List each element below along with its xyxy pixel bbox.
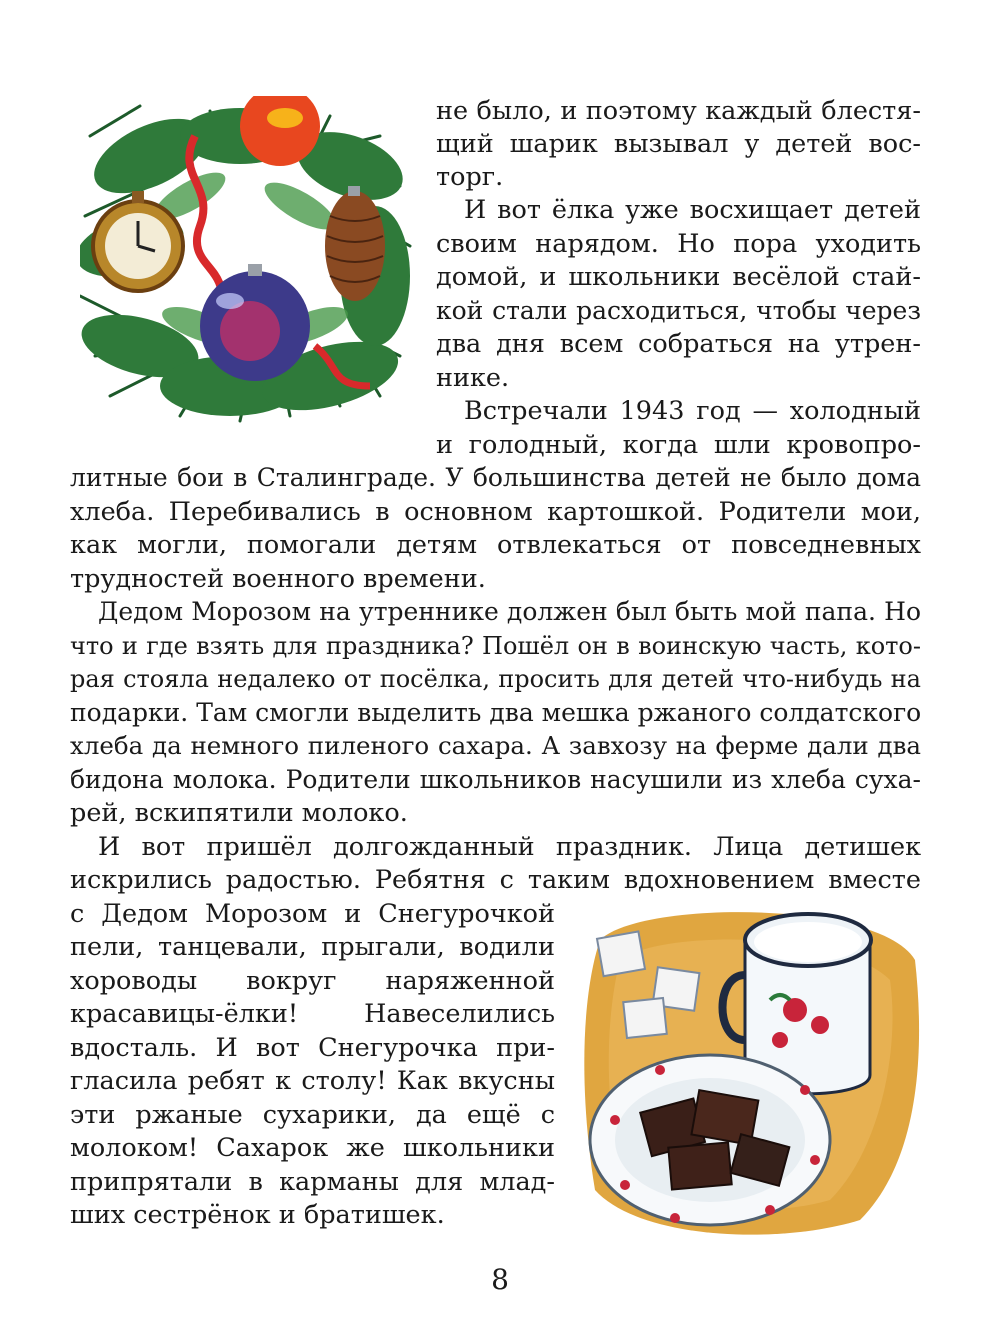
text-line: бидона молока. Родители школьников насушили из хлеба суха- bbox=[70, 765, 921, 794]
text-line: как могли, помогали детям отвлекаться от повседневных bbox=[70, 530, 921, 560]
text-line: рей, вскипятили молоко. bbox=[70, 798, 408, 828]
text-line: хлеба. Перебивались в основном картошкой. Родители мои, bbox=[70, 497, 921, 527]
text-line: красавицы-ёлки! Навеселились bbox=[70, 999, 555, 1029]
text-line: и голодный, когда шли кровопро- bbox=[436, 430, 921, 460]
text-line: Встречали 1943 год — холодный bbox=[464, 396, 921, 426]
text-line: торг. bbox=[436, 162, 504, 192]
text-line: щий шарик вызывал у детей вос- bbox=[436, 129, 921, 159]
text-line: припрятали в карманы для млад- bbox=[70, 1167, 555, 1197]
text-line: хлеба да немного пиленого сахара. А завхозу на ферме дали два bbox=[70, 731, 921, 760]
text-line: Дедом Морозом на утреннике должен был быть мой папа. Но bbox=[98, 597, 921, 626]
text-line: два дня всем собраться на утрен- bbox=[436, 329, 921, 359]
text-line: ших сестрёнок и братишек. bbox=[70, 1200, 445, 1230]
milk-and-rusks-illustration bbox=[580, 900, 925, 1240]
text-line: гласила ребят к столу! Как вкусны bbox=[70, 1066, 555, 1096]
text-line: нике. bbox=[436, 363, 510, 393]
text-line: кой стали расходиться, чтобы через bbox=[436, 296, 921, 325]
text-line: домой, и школьники весёлой стай- bbox=[436, 262, 921, 292]
text-line: молоком! Сахарок же школьники bbox=[70, 1133, 555, 1163]
christmas-ornaments-illustration bbox=[80, 96, 415, 426]
text-line: И вот пришёл долгожданный праздник. Лица детишек bbox=[98, 832, 921, 862]
text-line: своим нарядом. Но пора уходить bbox=[436, 229, 921, 259]
text-line: не было, и поэтому каждый блестя- bbox=[436, 96, 921, 126]
text-line: с Дедом Морозом и Снегурочкой bbox=[70, 899, 555, 929]
text-line: подарки. Там смогли выделить два мешка ржаного солдатского bbox=[70, 698, 922, 727]
page-number: 8 bbox=[491, 1263, 509, 1296]
text-line: рая стояла недалеко от посёлка, просить для детей что-нибудь на bbox=[70, 665, 921, 693]
text-line: хороводы вокруг наряженной bbox=[70, 966, 555, 996]
text-line: пели, танцевали, прыгали, водили bbox=[70, 932, 555, 962]
text-line: эти ржаные сухарики, да ещё с bbox=[70, 1100, 555, 1130]
text-line: искрились радостью. Ребятня с таким вдохновением вместе bbox=[70, 865, 921, 895]
text-line: что и где взять для праздника? Пошёл он в воинскую часть, кото- bbox=[70, 632, 921, 660]
text-line: трудностей военного времени. bbox=[70, 564, 486, 594]
text-line: И вот ёлка уже восхищает детей bbox=[464, 195, 921, 225]
text-line: вдосталь. И вот Снегурочка при- bbox=[70, 1033, 555, 1063]
text-line: литные бои в Сталинграде. У большинства детей не было дома bbox=[70, 463, 921, 492]
